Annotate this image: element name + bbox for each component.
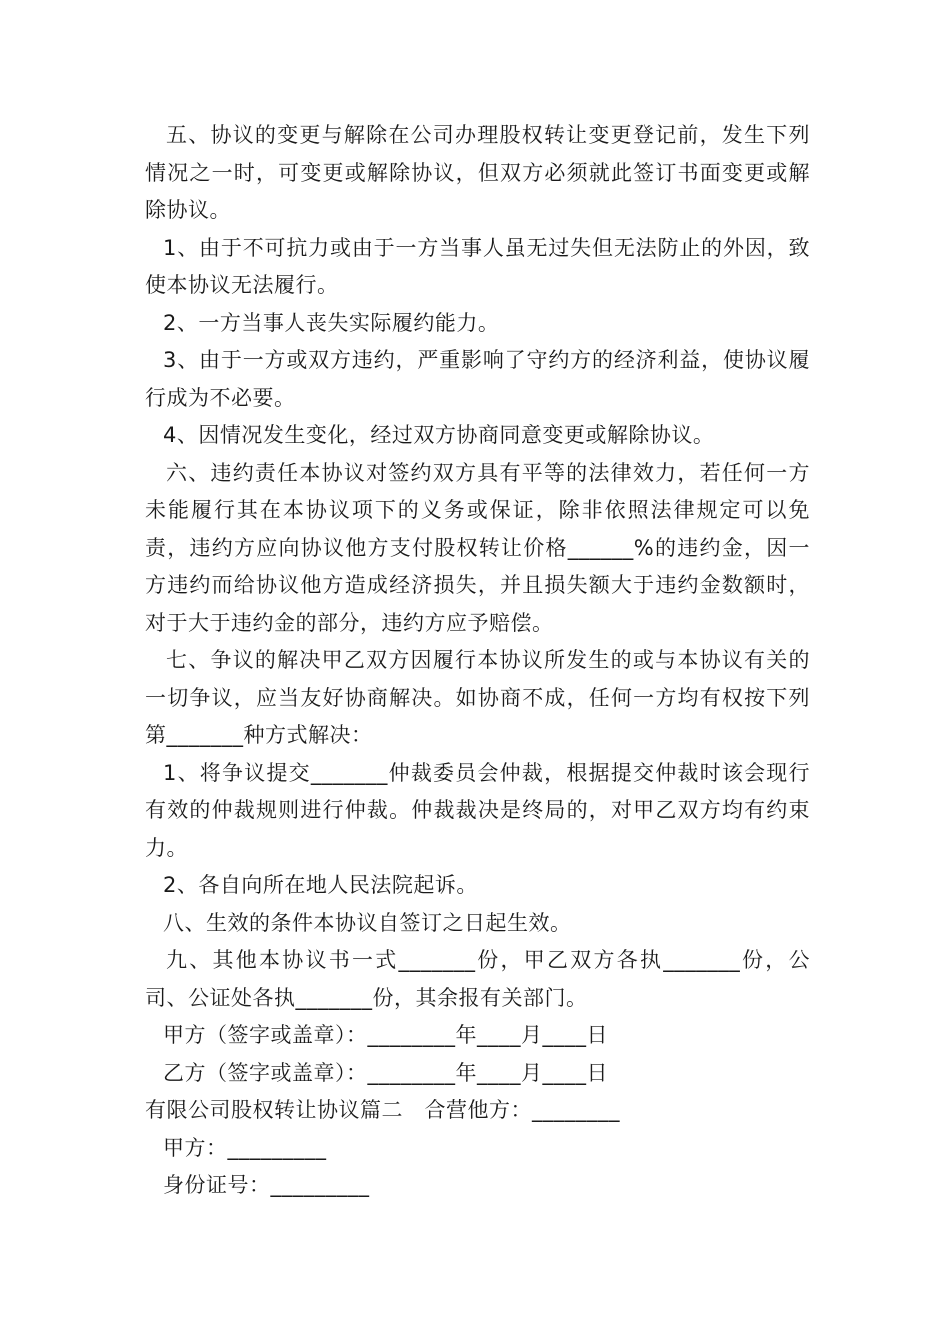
clause-8-effect: 八、生效的条件本协议自签订之日起生效。 — [163, 910, 572, 935]
clause-7-item-2: 2、各自向所在地人民法院起诉。 — [163, 873, 478, 897]
clause-6-breach: 六、违约责任本协议对签约双方具有平等的法律效力，若任何一方未能履行其在本协议项下的义务或保证，除非依照法律规定可以免责，违约方应向协议他方支付股权转让价格______%的违约金，因一方违约而给协议他方造成经济损失，并且损失额大于违约金数额时，对于大于违约金的部分，违约方应予赔偿。 — [145, 460, 810, 635]
section-title-2: 有限公司股权转让协议篇二 合营他方：________ — [145, 1098, 620, 1122]
signature-party-a: 甲方（签字或盖章）：________年____月____日 — [163, 1023, 608, 1047]
clause-9-other: 九、其他本协议书一式_______份，甲乙双方各执_______份，公司、公证处各执_______份，其余报有关部门。 — [145, 948, 810, 1010]
clause-7-dispute: 七、争议的解决甲乙双方因履行本协议所发生的或与本协议有关的一切争议，应当友好协商解决。如协商不成，任何一方均有权按下列第_______种方式解决： — [145, 648, 810, 747]
id-number-field: 身份证号：_________ — [163, 1173, 370, 1197]
party-a-field: 甲方：_________ — [163, 1135, 327, 1160]
clause-5-item-3: 3、由于一方或双方违约，严重影响了守约方的经济利益，使协议履行成为不必要。 — [145, 348, 810, 410]
clause-5-item-2: 2、一方当事人丧失实际履约能力。 — [163, 310, 500, 335]
clause-5-item-1: 1、由于不可抗力或由于一方当事人虽无过失但无法防止的外因，致使本协议无法履行。 — [145, 235, 810, 297]
document-body — [145, 117, 810, 1205]
clause-7-item-1: 1、将争议提交_______仲裁委员会仲裁，根据提交仲裁时该会现行有效的仲裁规则进行仲裁。仲裁裁决是终局的，对甲乙双方均有约束力。 — [145, 760, 810, 860]
clause-5-heading: 五、协议的变更与解除在公司办理股权转让变更登记前，发生下列情况之一时，可变更或解除协议，但双方必须就此签订书面变更或解除协议。 — [145, 123, 810, 222]
clause-5-item-4: 4、因情况发生变化，经过双方协商同意变更或解除协议。 — [163, 423, 715, 447]
signature-party-b: 乙方（签字或盖章）：________年____月____日 — [163, 1060, 608, 1085]
